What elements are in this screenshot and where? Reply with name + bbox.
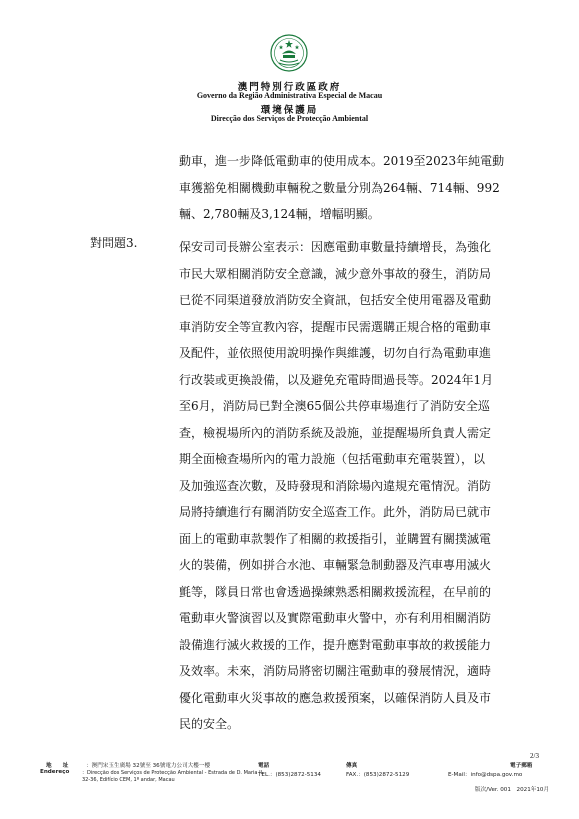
text-line: 查，檢視場所內的消防系統及設施，並提醒場所負責人需定 bbox=[179, 425, 492, 440]
letterhead bbox=[0, 0, 579, 125]
text-line: 至6月，消防局已對全澳65個公共停車場進行了消防安全巡 bbox=[179, 399, 490, 413]
text-line: 車獲豁免相關機動車輛稅之數量分別為264輛、714輛、992 bbox=[179, 180, 500, 195]
text-line: 市民大眾相關消防安全意識，減少意外事故的發生，消防局 bbox=[179, 266, 492, 281]
email-label: 電子郵箱 bbox=[510, 763, 533, 769]
tel-number: TEL.：(853)2872-5134 bbox=[258, 772, 321, 778]
text-line: 輛、2,780輛及3,124輛，增幅明顯。 bbox=[179, 207, 380, 221]
government-name-pt: Governo da Região Administrativa Especial de Macau bbox=[196, 91, 383, 100]
text-line: 局將持續進行有關消防安全巡查工作。此外，消防局已就市 bbox=[179, 505, 492, 519]
text-line: 及加強巡查次數，及時發現和消除場內違規充電情況。消防 bbox=[179, 478, 492, 493]
page-number: 2/3 bbox=[530, 752, 539, 760]
tel-label: 電話 bbox=[258, 763, 270, 769]
text-line: 民的安全。 bbox=[179, 717, 240, 731]
address-pt-line2: 32-36, Edifício CEM, 1º andar, Macau bbox=[82, 777, 175, 783]
text-line: 火的裝備，例如拼合水池、車輛緊急制動器及汽車專用滅火 bbox=[179, 558, 492, 572]
address-pt-line1: ：Direcção dos Serviços de Protecção Ambiental - Estrada de D. Maria II, bbox=[82, 770, 264, 776]
text-line: 及配件，並依照使用說明操作與維護，切勿自行為電動車進 bbox=[179, 346, 492, 360]
fax-label: 傳真 bbox=[346, 763, 358, 769]
version-info: 版次/Ver. 001 2021年10月 bbox=[475, 787, 550, 793]
text-line: 電動車火警演習以及實際電動車火警中，亦有利用相關消防 bbox=[179, 611, 492, 625]
text-line: 期全面檢查場所內的電力設施（包括電動車充電裝置），以 bbox=[179, 452, 486, 466]
question-3-label: 對問題3. bbox=[90, 236, 138, 250]
macau-emblem-icon bbox=[270, 34, 308, 72]
email-address: E-Mail：info@dspa.gov.mo bbox=[448, 772, 523, 778]
text-line: 保安司司長辦公室表示：因應電動車數量持續增長，為強化 bbox=[179, 240, 492, 254]
department-name-zh: 環境保護局 bbox=[260, 105, 319, 116]
paragraph-continued bbox=[179, 148, 551, 228]
text-line: 車消防安全等宣教內容，提醒市民需選購正規合格的電動車 bbox=[179, 319, 492, 334]
fax-number: FAX.：(853)2872-5129 bbox=[346, 772, 410, 778]
address-zh: ：澳門宋玉生廣場 32號至 36號電力公司大樓一樓 bbox=[86, 763, 211, 769]
address-label-zh: 地 址 bbox=[46, 763, 69, 769]
text-line: 動車，進一步降低電動車的使用成本。2019至2023年純電動 bbox=[179, 154, 505, 168]
text-line: 設備進行滅火救援的工作，提升應對電動車事故的救援能力 bbox=[179, 637, 492, 652]
text-line: 及效率。未來，消防局將密切關注電動車的發展情況，適時 bbox=[179, 664, 492, 678]
text-line: 已從不同渠道發放消防安全資訊，包括安全使用電器及電動 bbox=[179, 293, 492, 307]
text-line: 面上的電動車款製作了相關的救援指引，並購置有關撲滅電 bbox=[179, 531, 492, 546]
letterhead-footer bbox=[0, 740, 579, 819]
government-name-zh: 澳門特別行政區政府 bbox=[237, 82, 342, 93]
answer-3-paragraph bbox=[179, 234, 551, 738]
address-label-pt: Endereço bbox=[40, 769, 70, 775]
text-line: 優化電動車火災事故的應急救援預案，以確保消防人員及市 bbox=[179, 690, 492, 705]
department-name-pt: Direcção dos Serviços de Protecção Ambiental bbox=[210, 114, 369, 123]
text-line: 行改裝或更換設備，以及避免充電時間過長等。2024年1月 bbox=[179, 372, 494, 387]
text-line: 氈等，隊員日常也會透過操練熟悉相關救援流程，在早前的 bbox=[179, 584, 492, 599]
